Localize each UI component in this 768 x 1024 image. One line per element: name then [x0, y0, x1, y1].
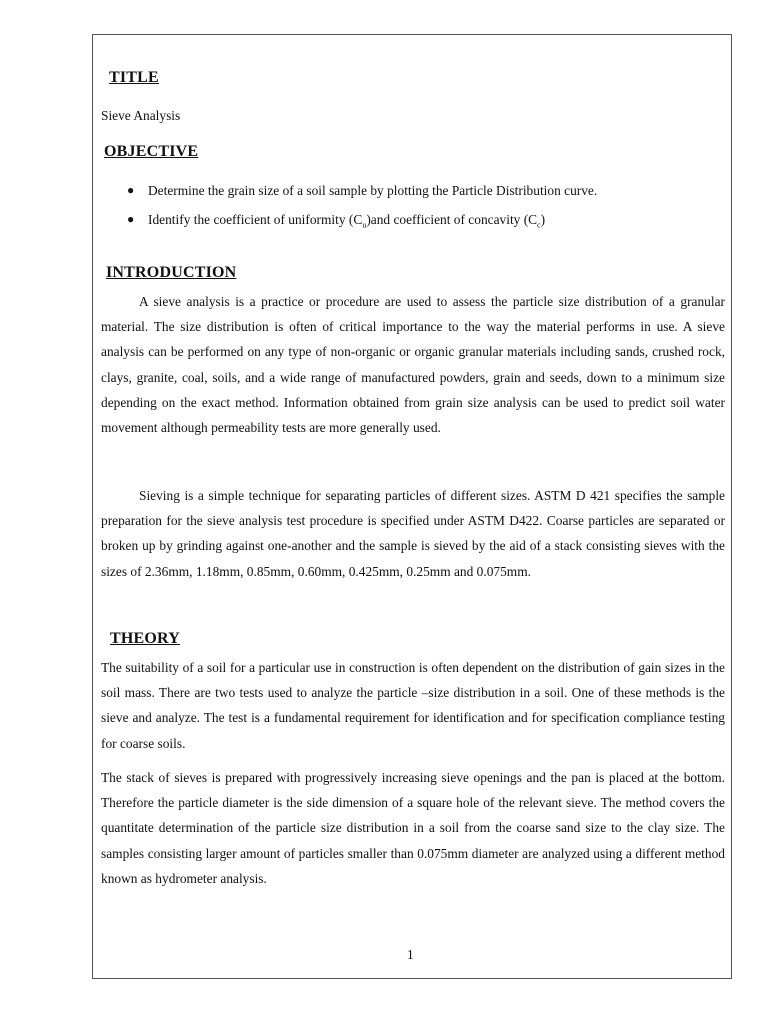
theory-heading: THEORY: [110, 630, 180, 647]
objective-item-1: Determine the grain size of a soil sample by plotting the Particle Distribution curve.: [148, 183, 598, 198]
objective-item-2: Identify the coefficient of uniformity $(C_u)and$ coefficient of concavity $(C_c)$: [148, 212, 546, 230]
theory-paragraph-2: The stack of sieves is prepared with progressively increasing sieve openings and the pan is placed at the bottom. Therefore the particle diameter is the side dimension of a square hole of the relevant sieve. The method covers the quantitate determination of the particle size distribution in a soil from the coarse sand size to the clay size. The samples consisting larger amount of particles smaller than 0.075mm diameter are analyzed using a different method known as hydrometer analysis.: [101, 770, 725, 886]
bullet-icon: ●: [127, 183, 135, 197]
theory-paragraph-1: The suitability of a soil for a particular use in construction is often dependent on the distribution of gain sizes in the soil mass. There are two tests used to analyze the particle –size distribution in a soil. One of these methods is the sieve and analyze. The test is a fundamental requirement for identification and for specification compliance testing for coarse soils.: [101, 660, 725, 751]
bullet-icon: ●: [127, 212, 135, 226]
title-heading: TITLE: [109, 69, 159, 86]
page-number: 1: [407, 947, 414, 962]
introduction-paragraph-2: Sieving is a simple technique for separating particles of different sizes. ASTM D 421 specifies the sample preparation for the sieve analysis test procedure is specified under ASTM D422. Coarse particles are separated or broken up by grinding against one-another and the sample is sieved by the aid of a stack consisting sieves with the sizes of 2.36mm, 1.18mm, 0.85mm, 0.60mm, 0.425mm, 0.25mm and 0.075mm.: [101, 488, 725, 579]
introduction-heading: INTRODUCTION: [106, 264, 237, 281]
objective-heading: OBJECTIVE: [104, 143, 199, 160]
title-text: Sieve Analysis: [101, 108, 181, 123]
introduction-paragraph-1: A sieve analysis is a practice or procedure are used to assess the particle size distribution of a granular material. The size distribution is often of critical importance to the way the material performs in use. A sieve analysis can be performed on any type of non-organic or organic granular materials including sands, crushed rock, clays, granite, coal, soils, and a wide range of manufactured powders, grain and seeds, down to a minimum size depending on the exact method. Information obtained from grain size analysis can be used to predict soil water movement although permeability tests are more generally used.: [101, 294, 725, 436]
